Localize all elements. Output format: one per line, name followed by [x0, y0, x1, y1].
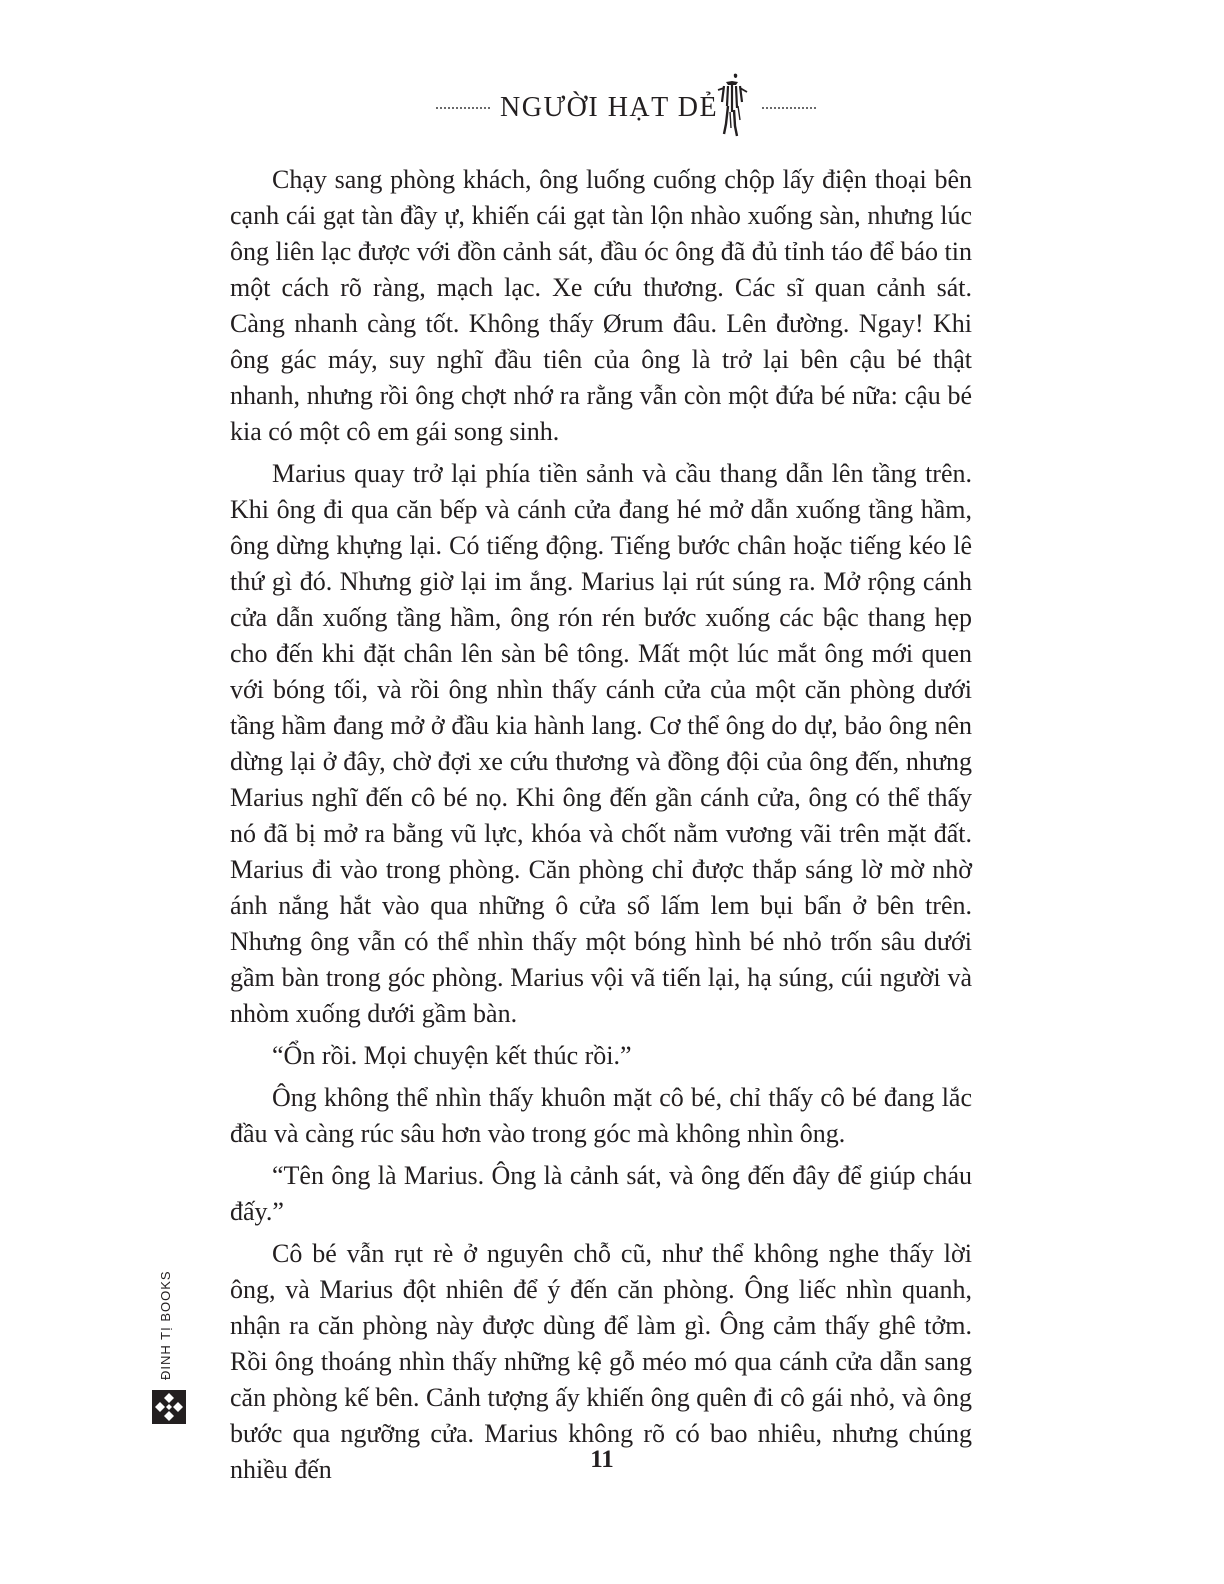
paragraph: “Tên ông là Marius. Ông là cảnh sát, và ông đến đây để giúp cháu đấy.”: [230, 1161, 972, 1226]
paragraph: Ông không thể nhìn thấy khuôn mặt cô bé, chỉ thấy cô bé đang lắc đầu và càng rúc sâu hơn vào trong góc mà không nhìn ông.: [230, 1083, 972, 1148]
header-dotted-rule-left: [436, 107, 490, 109]
diamond-lattice-icon: [152, 1390, 186, 1424]
paragraph: Cô bé vẫn rụt rè ở nguyên chỗ cũ, như thể không nghe thấy lời ông, và Marius đột nhiên để ý đến căn phòng. Ông liếc nhìn quanh, nhận ra căn phòng này được dùng để làm gì. Ông cảm thấy ghê tởm. Rồi ông thoáng nhìn thấy những kệ gỗ méo mó qua cánh cửa dẫn sang căn phòng kế bên. Cảnh tượng ấy khiến ông quên đi cô gái nhỏ, và ông bước qua ngưỡng cửa. Marius không rõ có bao nhiêu, nhưng chúng nhiều đến: [230, 1239, 972, 1484]
paragraph: Marius quay trở lại phía tiền sảnh và cầu thang dẫn lên tầng trên. Khi ông đi qua căn bếp và cánh cửa đang hé mở dẫn xuống tầng hầm, ông dừng khựng lại. Có tiếng động. Tiếng bước chân hoặc tiếng kéo lê thứ gì đó. Nhưng giờ lại im ắng. Marius lại rút súng ra. Mở rộng cánh cửa dẫn xuống tầng hầm, ông rón rén bước xuống các bậc thang hẹp cho đến khi đặt chân lên sàn bê tông. Mất một lúc mắt ông mới quen với bóng tối, và rồi ông nhìn thấy cánh cửa của một căn phòng dưới tầng hầm đang mở ở đầu kia hành lang. Cơ thể ông do dự, bảo ông nên dừng lại ở đây, chờ đợi xe cứu thương và đồng đội của ông đến, nhưng Marius nghĩ đến cô bé nọ. Khi ông đến gần cánh cửa, ông có thể thấy nó đã bị mở ra bằng vũ lực, khóa và chốt nằm vương vãi trên mặt đất. Marius đi vào trong phòng. Căn phòng chỉ được thắp sáng lờ mờ nhờ ánh nắng hắt vào qua những ô cửa sổ lấm lem bụi bẩn ở bên trên. Nhưng ông vẫn có thể nhìn thấy một bóng hình bé nhỏ trốn sâu dưới gầm bàn trong góc phòng. Marius vội vã tiến lại, hạ súng, cúi người và nhòm xuống dưới gầm bàn.: [230, 459, 972, 1028]
header-dotted-rule-right: [762, 107, 816, 109]
running-header: [0, 70, 1224, 150]
publisher-brand: [150, 1270, 190, 1430]
running-header-title: NGƯỜI HẠT DẺ: [500, 92, 719, 123]
paragraph: “Ổn rồi. Mọi chuyện kết thúc rồi.”: [272, 1041, 632, 1070]
body-text: [230, 162, 972, 1494]
paragraph: Chạy sang phòng khách, ông luống cuống chộp lấy điện thoại bên cạnh cái gạt tàn đầy ự, khiến cái gạt tàn lộn nhào xuống sàn, nhưng lúc ông liên lạc được với đồn cảnh sát, đầu óc ông đã đủ tỉnh táo để báo tin một cách rõ ràng, mạch lạc. Xe cứu thương. Các sĩ quan cảnh sát. Càng nhanh càng tốt. Không thấy Ørum đâu. Lên đường. Ngay! Khi ông gác máy, suy nghĩ đầu tiên của ông là trở lại bên cậu bé thật nhanh, nhưng rồi ông chợt nhớ ra rằng vẫn còn một đứa bé nữa: cậu bé kia có một cô em gái song sinh.: [230, 165, 972, 446]
chestnut-man-figure-icon: [714, 72, 750, 138]
publisher-name: ĐINH TỊ BOOKS: [158, 1270, 173, 1380]
page-number: 11: [590, 1446, 614, 1473]
